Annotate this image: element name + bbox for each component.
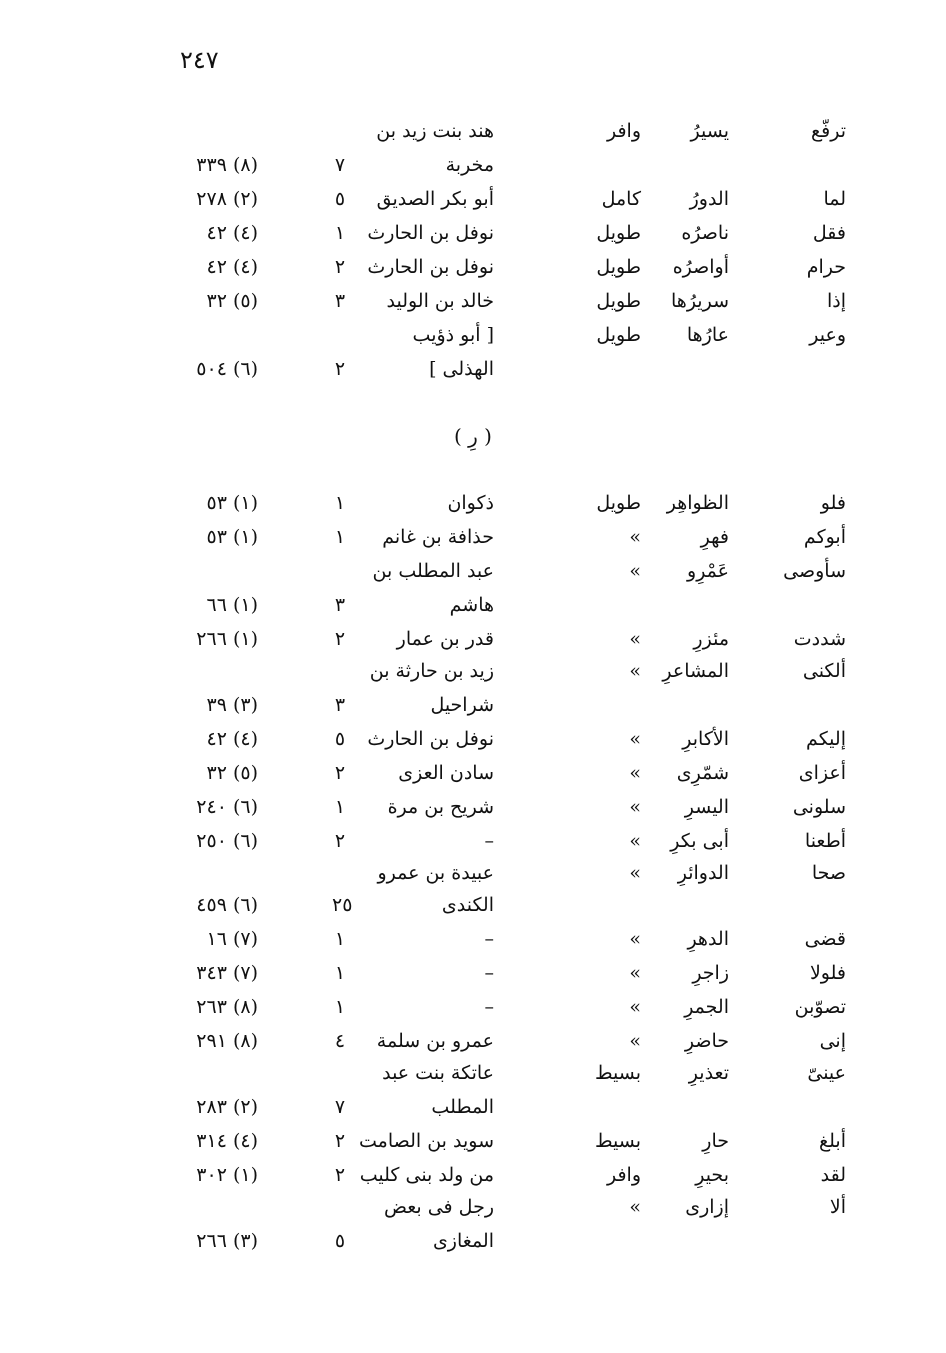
line-count: ١ — [334, 526, 346, 548]
meter: » — [629, 1196, 641, 1218]
meter: كامل — [601, 188, 641, 210]
poet-name: عبد المطلب بن — [372, 560, 494, 582]
line-count: ٣ — [334, 594, 346, 616]
first-word: وعير — [809, 324, 846, 346]
page-reference: (٦) ٢٤٠ — [196, 796, 258, 818]
page-reference: (٣) ٢٦٦ — [196, 1230, 258, 1252]
table-row — [0, 222, 946, 256]
page-reference: (١) ٣٠٢ — [196, 1164, 258, 1186]
rhyme-word: الدهرِ — [687, 928, 729, 950]
meter: وافر — [606, 120, 641, 142]
table-row — [0, 594, 946, 628]
poet-name: حذافة بن غانم — [382, 526, 494, 548]
page-reference: (١) ٢٦٦ — [196, 628, 258, 650]
line-count: ١ — [334, 996, 346, 1018]
rhyme-word: يسيرُ — [690, 120, 729, 142]
first-word: فلو — [820, 492, 846, 514]
first-word: عينىّ — [807, 1062, 846, 1084]
line-count: ٢ — [334, 1164, 346, 1186]
line-count: ١ — [334, 492, 346, 514]
line-count: ٢ — [334, 762, 346, 784]
poet-name: قدر بن عمار — [396, 628, 494, 650]
page-reference: (٨) ٢٩١ — [196, 1030, 258, 1052]
poet-name: – — [484, 928, 494, 950]
first-word: لقد — [820, 1164, 846, 1186]
line-count: ٢ — [334, 1130, 346, 1152]
first-word: ألا — [829, 1196, 846, 1218]
poet-name: عبيدة بن عمرو — [377, 862, 494, 884]
line-count: ٣ — [334, 694, 346, 716]
table-row — [0, 1164, 946, 1198]
table-row — [0, 1196, 946, 1230]
rhyme-word: تعذيرِ — [688, 1062, 729, 1084]
table-row — [0, 996, 946, 1030]
meter: طويل — [596, 222, 641, 244]
rhyme-word: أبى بكرِ — [670, 830, 729, 852]
first-word: حرام — [806, 256, 846, 278]
table-row — [0, 526, 946, 560]
first-word: ترفّع — [811, 120, 846, 142]
rhyme-word: إزارى — [685, 1196, 729, 1218]
poet-name: – — [484, 996, 494, 1018]
meter: » — [629, 996, 641, 1018]
rhyme-word: عارُها — [686, 324, 729, 346]
line-count: ٢ — [334, 358, 346, 380]
first-word: إنى — [819, 1030, 846, 1052]
table-row — [0, 694, 946, 728]
meter: وافر — [606, 1164, 641, 1186]
first-word: أبلغ — [819, 1130, 846, 1152]
table-row — [0, 492, 946, 526]
line-count: ١ — [334, 222, 346, 244]
poet-name: زيد بن حارثة بن — [369, 660, 494, 682]
page-reference: (٥) ٣٢ — [206, 290, 258, 312]
table-row — [0, 188, 946, 222]
page-reference: (٦) ٢٥٠ — [196, 830, 258, 852]
poet-name: الكندى — [441, 894, 494, 916]
poet-name: سويد بن الصامت — [359, 1130, 494, 1152]
table-row — [0, 290, 946, 324]
poet-name: الهذلى ] — [429, 358, 494, 380]
first-word: سلونى — [792, 796, 846, 818]
rhyme-word: المشاعرِ — [662, 660, 729, 682]
page-reference: (٥) ٣٢ — [206, 762, 258, 784]
poet-name: ذكوان — [447, 492, 494, 514]
rhyme-word: الدوائرِ — [677, 862, 729, 884]
line-count: ١ — [334, 796, 346, 818]
poet-name: رجل فى بعض — [383, 1196, 494, 1218]
poet-name: [ أبو ذؤيب — [412, 324, 494, 346]
page-number: ٢٤٧ — [180, 46, 219, 74]
table-row — [0, 660, 946, 694]
poet-name: المطلب — [431, 1096, 494, 1118]
section-heading — [0, 424, 946, 448]
first-word: أطعنا — [804, 830, 846, 852]
table-row — [0, 560, 946, 594]
page-reference: (٣) ٣٩ — [206, 694, 258, 716]
rhyme-word: بحيرِ — [695, 1164, 729, 1186]
first-word: فقل — [812, 222, 846, 244]
first-word: أعزاى — [798, 762, 846, 784]
meter: طويل — [596, 290, 641, 312]
line-count: ٧ — [334, 154, 346, 176]
first-word: إذا — [826, 290, 846, 312]
page-reference: (٨) ٣٣٩ — [196, 154, 258, 176]
table-row — [0, 962, 946, 996]
table-row — [0, 154, 946, 188]
poet-name: هند بنت زيد بن — [376, 120, 494, 142]
table-row — [0, 762, 946, 796]
table-row — [0, 324, 946, 358]
line-count: ١ — [334, 928, 346, 950]
rhyme-word: الظواهِر — [666, 492, 729, 514]
page-reference: (٢) ٢٨٣ — [196, 1096, 258, 1118]
meter: » — [629, 796, 641, 818]
page-reference: (٤) ٤٢ — [206, 728, 258, 750]
rhyme-word: سريرُها — [671, 290, 729, 312]
poet-name: شريح بن مرة — [387, 796, 494, 818]
table-row — [0, 628, 946, 662]
poet-name: من ولد بنى كليب — [359, 1164, 494, 1186]
line-count: ١ — [334, 962, 346, 984]
line-count: ٢ — [334, 256, 346, 278]
first-word: أبوكم — [803, 526, 846, 548]
first-word: إليكم — [806, 728, 846, 750]
poet-name: مخربة — [445, 154, 494, 176]
page-reference: (٨) ٢٦٣ — [196, 996, 258, 1018]
table-row — [0, 1096, 946, 1130]
meter: » — [629, 762, 641, 784]
meter: » — [629, 830, 641, 852]
section-letter: ( رِ ) — [454, 424, 492, 448]
meter: » — [629, 660, 641, 682]
rhyme-word: أواصرُه — [672, 256, 729, 278]
table-row — [0, 1130, 946, 1164]
table-row — [0, 728, 946, 762]
rhyme-word: الدورُ — [689, 188, 729, 210]
rhyme-word: اليسرِ — [684, 796, 729, 818]
table-row — [0, 256, 946, 290]
page-reference: (٧) ٣٤٣ — [196, 962, 258, 984]
meter: » — [629, 962, 641, 984]
meter: » — [629, 862, 641, 884]
table-row — [0, 830, 946, 864]
table-row — [0, 358, 946, 392]
table-row — [0, 928, 946, 962]
first-word: ألكنى — [802, 660, 846, 682]
meter: » — [629, 628, 641, 650]
line-count: ٢ — [334, 830, 346, 852]
poet-name: خالد بن الوليد — [386, 290, 494, 312]
page-reference: (٢) ٢٧٨ — [196, 188, 258, 210]
poet-name: – — [484, 962, 494, 984]
first-word: تصوّبن — [794, 996, 846, 1018]
rhyme-word: الأكابرِ — [682, 728, 729, 750]
table-row — [0, 862, 946, 896]
meter: » — [629, 560, 641, 582]
first-word: شددت — [793, 628, 846, 650]
line-count: ٢ — [334, 628, 346, 650]
rhyme-word: فهرِ — [700, 526, 729, 548]
poet-name: نوفل بن الحارث — [367, 256, 494, 278]
table-row — [0, 796, 946, 830]
rhyme-word: ناصرُه — [681, 222, 729, 244]
table-row — [0, 1062, 946, 1096]
table-row — [0, 120, 946, 154]
poet-name: المغازى — [432, 1230, 494, 1252]
line-count: ٥ — [334, 188, 346, 210]
meter: » — [629, 928, 641, 950]
poet-name: شراحيل — [430, 694, 494, 716]
rhyme-word: حاضرِ — [684, 1030, 729, 1052]
meter: بسيط — [594, 1062, 641, 1084]
table-row — [0, 894, 946, 928]
page-reference: (١) ٦٦ — [206, 594, 258, 616]
rhyme-word: مئزرِ — [693, 628, 729, 650]
page-reference: (٤) ٣١٤ — [196, 1130, 258, 1152]
meter: بسيط — [594, 1130, 641, 1152]
page-reference: (٦) ٥٠٤ — [196, 358, 258, 380]
poet-name: نوفل بن الحارث — [367, 728, 494, 750]
poet-name: – — [484, 830, 494, 852]
poet-name: نوفل بن الحارث — [367, 222, 494, 244]
line-count: ٥ — [334, 728, 346, 750]
rhyme-word: زاجرِ — [692, 962, 729, 984]
page-reference: (١) ٥٣ — [206, 492, 258, 514]
first-word: صحا — [811, 862, 846, 884]
page-reference: (٤) ٤٢ — [206, 256, 258, 278]
poet-name: أبو بكر الصديق — [376, 188, 494, 210]
first-word: فلولا — [809, 962, 846, 984]
rhyme-word: شمّرِى — [676, 762, 729, 784]
first-word: سأوصى — [783, 560, 846, 582]
poet-name: عاتكة بنت عبد — [382, 1062, 494, 1084]
page-reference: (٦) ٤٥٩ — [196, 894, 258, 916]
page-reference: (٤) ٤٢ — [206, 222, 258, 244]
line-count: ٢٥ — [332, 894, 353, 916]
line-count: ٤ — [334, 1030, 346, 1052]
poet-name: عمرو بن سلمة — [376, 1030, 494, 1052]
page-reference: (١) ٥٣ — [206, 526, 258, 548]
meter: » — [629, 728, 641, 750]
poet-name: سادن العزى — [398, 762, 494, 784]
rhyme-word: حارِ — [702, 1130, 729, 1152]
line-count: ٧ — [334, 1096, 346, 1118]
rhyme-word: عَمْرِو — [687, 560, 729, 582]
meter: طويل — [596, 256, 641, 278]
line-count: ٣ — [334, 290, 346, 312]
meter: » — [629, 1030, 641, 1052]
page-reference: (٧) ١٦ — [206, 928, 258, 950]
meter: طويل — [596, 492, 641, 514]
line-count: ٥ — [334, 1230, 346, 1252]
rhyme-word: الجمرِ — [684, 996, 729, 1018]
first-word: قضى — [804, 928, 846, 950]
first-word: لما — [823, 188, 846, 210]
meter: طويل — [596, 324, 641, 346]
table-row — [0, 1230, 946, 1264]
poet-name: هاشم — [449, 594, 494, 616]
table-row — [0, 1030, 946, 1064]
meter: » — [629, 526, 641, 548]
